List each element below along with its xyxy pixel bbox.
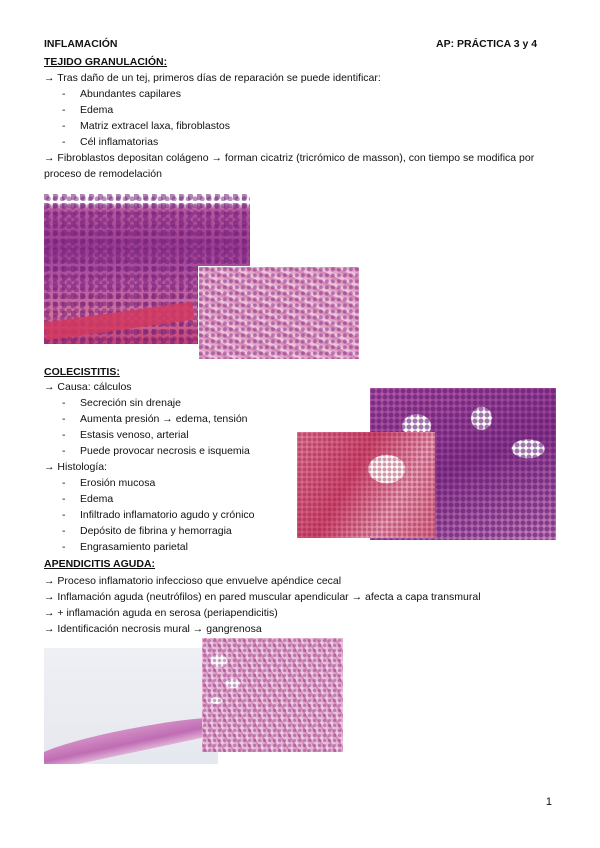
- header-title-left: INFLAMACIÓN: [44, 38, 118, 50]
- list-item: [62, 508, 255, 523]
- list-item-text: Matriz extracel laxa, fibroblastos: [80, 120, 230, 132]
- list-item: [62, 135, 158, 150]
- cholecystitis-cause: → Causa: cálculos: [44, 381, 132, 393]
- header-title-right: AP: PRÁCTICA 3 y 4: [436, 38, 538, 50]
- bullet-dash: -: [62, 525, 66, 537]
- list-item-text: Erosión mucosa: [80, 477, 156, 489]
- list-item: [62, 103, 113, 118]
- bullet-dash: -: [62, 104, 66, 116]
- bullet-dash: -: [62, 397, 66, 409]
- bullet-dash: -: [62, 120, 66, 132]
- list-item: [62, 476, 155, 491]
- list-item: [62, 119, 230, 134]
- list-item-text: Puede provocar necrosis e isquemia: [80, 445, 250, 457]
- section-title-appendicitis: APENDICITIS AGUDA:: [44, 558, 156, 570]
- appendicitis-line: → + inflamación aguda en serosa (periapendicitis): [44, 607, 278, 619]
- list-item: [62, 540, 188, 555]
- bullet-dash: -: [62, 493, 66, 505]
- granulation-micrograph-2: [198, 266, 360, 360]
- list-item-text: Infiltrado inflamatorio agudo y crónico: [80, 509, 255, 521]
- bullet-dash: -: [62, 509, 66, 521]
- bullet-dash: -: [62, 541, 66, 553]
- section-title-cholecystitis: COLECISTITIS:: [44, 366, 120, 378]
- granulation-note-line-1: → Fibroblastos depositan colágeno → forman cicatriz (tricrómico de masson), con tiempo se modifica por: [44, 152, 535, 164]
- list-item: [62, 444, 250, 459]
- list-item: [62, 87, 181, 102]
- list-item-text: Depósito de fibrina y hemorragia: [80, 525, 232, 537]
- list-item: [62, 412, 248, 427]
- list-item-text: Abundantes capilares: [80, 88, 181, 100]
- granulation-intro: → Tras daño de un tej, primeros días de reparación se puede identificar:: [44, 72, 381, 84]
- granulation-note-line-2: proceso de remodelación: [44, 168, 162, 180]
- appendicitis-line: → Identificación necrosis mural → gangrenosa: [44, 623, 262, 635]
- cholecystitis-micrograph-2: [297, 432, 435, 538]
- appendicitis-line: → Inflamación aguda (neutrófilos) en pared muscular apendicular → afecta a capa transmural: [44, 591, 481, 603]
- appendicitis-micrograph-2: [202, 638, 343, 752]
- list-item-text: Engrasamiento parietal: [80, 541, 188, 553]
- list-item-text: Aumenta presión → edema, tensión: [80, 413, 248, 425]
- hemorrhage-streak: [44, 302, 195, 341]
- bullet-dash: -: [62, 429, 66, 441]
- tissue-band: [44, 707, 218, 764]
- list-item-text: Secreción sin drenaje: [80, 397, 181, 409]
- list-item-text: Edema: [80, 493, 114, 505]
- list-item: [62, 396, 181, 411]
- bullet-dash: -: [62, 136, 66, 148]
- list-item: [62, 492, 113, 507]
- section-title-granulation: TEJIDO GRANULACIÓN:: [44, 56, 168, 68]
- cholecystitis-histology: → Histología:: [44, 461, 108, 473]
- list-item-text: Estasis venoso, arterial: [80, 429, 189, 441]
- bullet-dash: -: [62, 413, 66, 425]
- page-number: 1: [545, 796, 552, 808]
- appendicitis-micrograph-1: [44, 648, 218, 764]
- list-item: [62, 524, 232, 539]
- list-item: [62, 428, 189, 443]
- bullet-dash: -: [62, 477, 66, 489]
- appendicitis-line: → Proceso inflamatorio infeccioso que envuelve apéndice cecal: [44, 575, 342, 587]
- bullet-dash: -: [62, 88, 66, 100]
- bullet-dash: -: [62, 445, 66, 457]
- list-item-text: Cél inflamatorias: [80, 136, 159, 148]
- list-item-text: Edema: [80, 104, 114, 116]
